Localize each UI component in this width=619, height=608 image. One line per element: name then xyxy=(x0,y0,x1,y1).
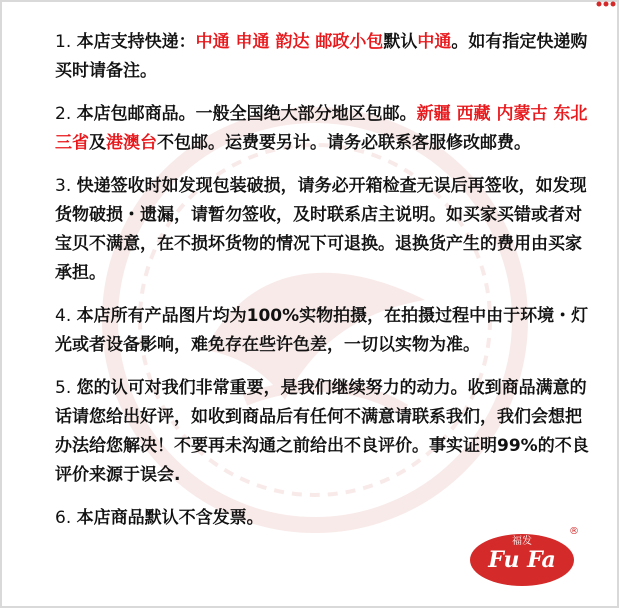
notice-item-feedback xyxy=(55,374,595,490)
excluded-regions: 新疆 西藏 内蒙古 东北三省 xyxy=(55,104,588,153)
logo-brand-text: Fu Fa xyxy=(488,547,556,573)
default-carrier: 中通 xyxy=(417,32,452,52)
item-number: 3. xyxy=(55,176,77,196)
logo-registered-mark: ® xyxy=(569,526,579,537)
excluded-regions-hmt: 港澳台 xyxy=(106,133,157,153)
item-text: 及 xyxy=(89,133,106,153)
notice-item-free-shipping xyxy=(55,100,595,158)
item-text: 本店商品默认不含发票。 xyxy=(76,508,264,528)
item-text: 本店支持快递： xyxy=(76,32,196,52)
notice-item-shipping-carriers xyxy=(55,28,595,86)
item-text: 您的认可对我们非常重要，是我们继续努力的动力。收到商品满意的话请您给出好评，如收到商品后有任何不满意请联系我们，我们会想把办法给您解决！不要再未沟通之前给出不良评价。事实证明99%的不良评价来源于误会. xyxy=(55,378,589,485)
item-text: 快递签收时如发现包装破损，请务必开箱检查无误后再签收，如发现货物破损・遗漏，请暂勿签收，及时联系店主说明。如买家买错或者对宝贝不满意，在不损坏货物的情况下可退换。退换货产生的费用由买家承担。 xyxy=(55,176,587,283)
item-text: 不包邮。运费要另计。请务必联系客服修改邮费。 xyxy=(157,133,531,153)
item-number: 5. xyxy=(55,378,77,398)
notice-item-product-photos xyxy=(55,302,595,360)
item-text: 本店包邮商品。一般全国绝大部分地区包邮。 xyxy=(76,104,417,124)
item-number: 1. xyxy=(55,32,77,52)
item-text: 本店所有产品图片均为100%实物拍摄，在拍摄过程中由于环境・灯光或者设备影响，难免存在些许色差，一切以实物为准。 xyxy=(55,306,589,355)
carrier-list: 中通 申通 韵达 邮政小包 xyxy=(195,32,384,52)
logo-chinese-text: 福发 xyxy=(512,536,532,547)
item-number: 2. xyxy=(55,104,77,124)
notice-item-delivery-check xyxy=(55,172,595,288)
store-logo xyxy=(466,522,582,592)
item-text: 。如有指定快递购买时请备注。 xyxy=(55,32,588,81)
item-number: 4. xyxy=(55,306,77,326)
item-text: 默认 xyxy=(383,32,418,52)
item-number: 6. xyxy=(55,508,77,528)
notice-content xyxy=(55,28,595,547)
corner-mark xyxy=(595,0,617,10)
